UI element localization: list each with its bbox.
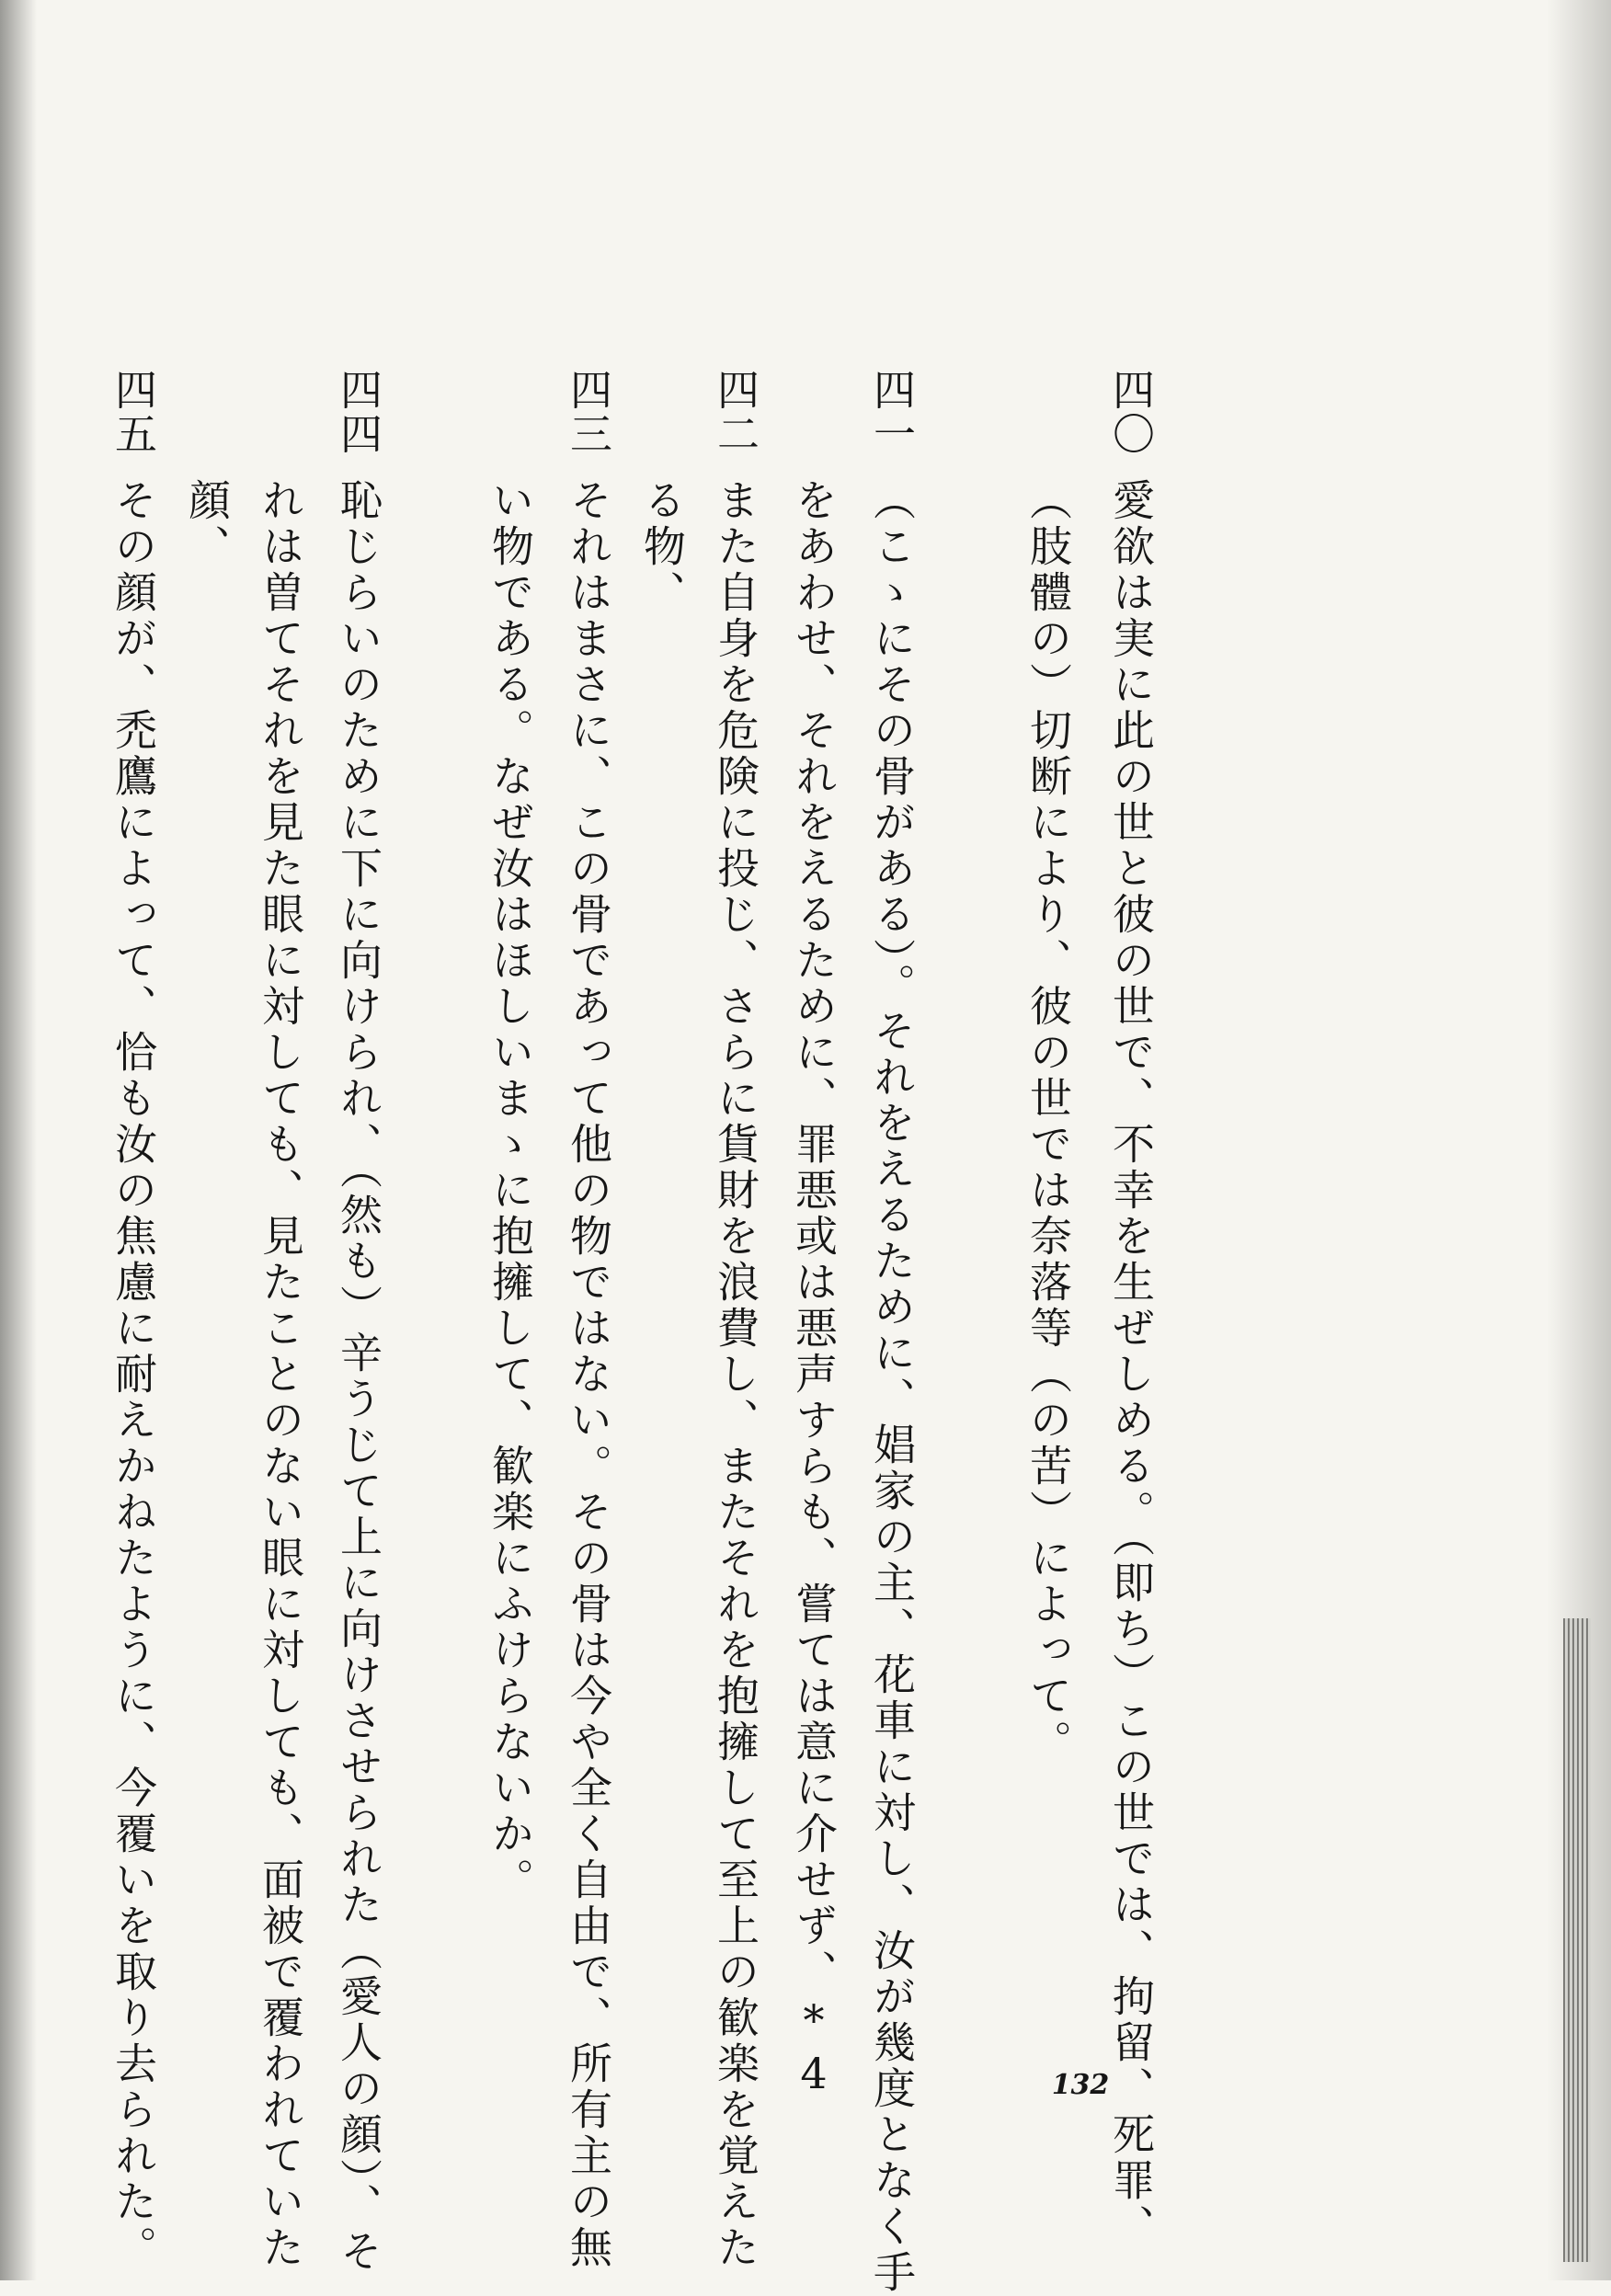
verse-number: 四三 — [564, 368, 613, 456]
verse-number: 四一 — [867, 368, 917, 456]
verse-line: また自身を危険に投じ、さらに貨財を浪費し、またそれを抱擁して至上の歓楽を覚えた — [711, 478, 760, 2271]
verse-number: 四〇 — [1106, 368, 1156, 456]
verse-line: 愛欲は実に此の世と彼の世で、不幸を生ぜしめる。（即ち）この世では、拘留、死罪、 — [1106, 478, 1156, 2250]
page-number: 132 — [1051, 2069, 1110, 2101]
verse-line: る物、 — [637, 478, 687, 616]
verse-line: れは曽てそれを見た眼に対しても、見たことのない眼に対しても、面被で覆われていた — [256, 478, 305, 2271]
verse-line: 恥じらいのために下に向けられ、（然も）辛うじて上に向けさせられた（愛人の顔）、そ — [334, 478, 383, 2275]
verse-line: （肢體の）切断により、彼の世では奈落等（の苦）によって。 — [1023, 478, 1073, 1765]
verse-line: い物である。なぜ汝はほしいまゝに抱擁して、歓楽にふけらないか。 — [486, 478, 535, 1903]
verse-line: その顔が、禿鷹によって、恰も汝の焦慮に耐えかねたように、今覆いを取り去られた。 — [109, 478, 158, 2271]
verse-line: （こゝにその骨がある）。それをえるために、娼家の主、花車に対し、汝が幾度となく手 — [867, 478, 917, 2296]
verse-line: をあわせ、それをえるために、罪悪或は悪声すらも、嘗ては意に介せず、*4 — [789, 478, 839, 2102]
verse-line: 顔、 — [182, 478, 232, 570]
verse-number: 四五 — [109, 368, 158, 456]
book-spine-edge — [1563, 1618, 1591, 2262]
verse-number: 四二 — [711, 368, 760, 456]
verse-line: それはまさに、この骨であって他の物ではない。その骨は今や全く自由で、所有主の無 — [564, 478, 613, 2271]
scan-shadow-left — [0, 0, 37, 2280]
verse-number: 四四 — [334, 368, 383, 456]
